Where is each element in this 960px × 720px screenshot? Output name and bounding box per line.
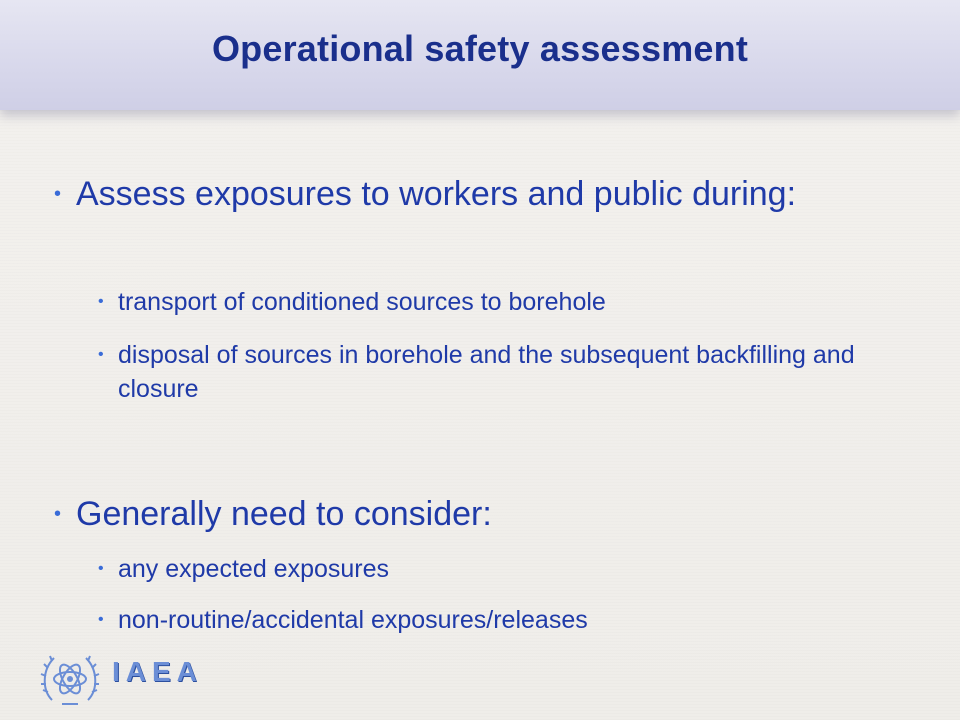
- iaea-logo-text: IAEA: [112, 656, 203, 687]
- bullet-icon: •: [98, 293, 104, 310]
- bullet-text: Assess exposures to workers and public during:: [76, 175, 797, 213]
- bullet-icon: •: [98, 611, 104, 628]
- bullet-item-2: [54, 492, 854, 536]
- sub-bullet-item-2-1: [98, 552, 878, 586]
- slide-title: Operational safety assessment: [211, 28, 749, 69]
- title-band: [0, 0, 960, 110]
- bullet-icon: •: [98, 346, 104, 363]
- sub-bullet-text: transport of conditioned sources to borehole: [118, 288, 606, 316]
- sub-bullet-text: non-routine/accidental exposures/releases: [118, 606, 588, 634]
- sub-bullet-item-1-1: [98, 285, 878, 319]
- bullet-icon: •: [54, 503, 62, 525]
- bullet-text: Generally need to consider:: [76, 495, 492, 533]
- sub-bullet-item-1-2: [98, 338, 878, 406]
- sub-bullet-text: any expected exposures: [118, 555, 390, 583]
- iaea-emblem-icon: [38, 648, 102, 712]
- bullet-icon: •: [98, 560, 104, 577]
- bullet-icon: •: [54, 183, 62, 205]
- bullet-item-1: [54, 172, 854, 216]
- sub-bullet-text: disposal of sources in borehole and the subsequent backfilling and closure: [118, 341, 855, 403]
- sub-bullet-item-2-2: [98, 603, 878, 637]
